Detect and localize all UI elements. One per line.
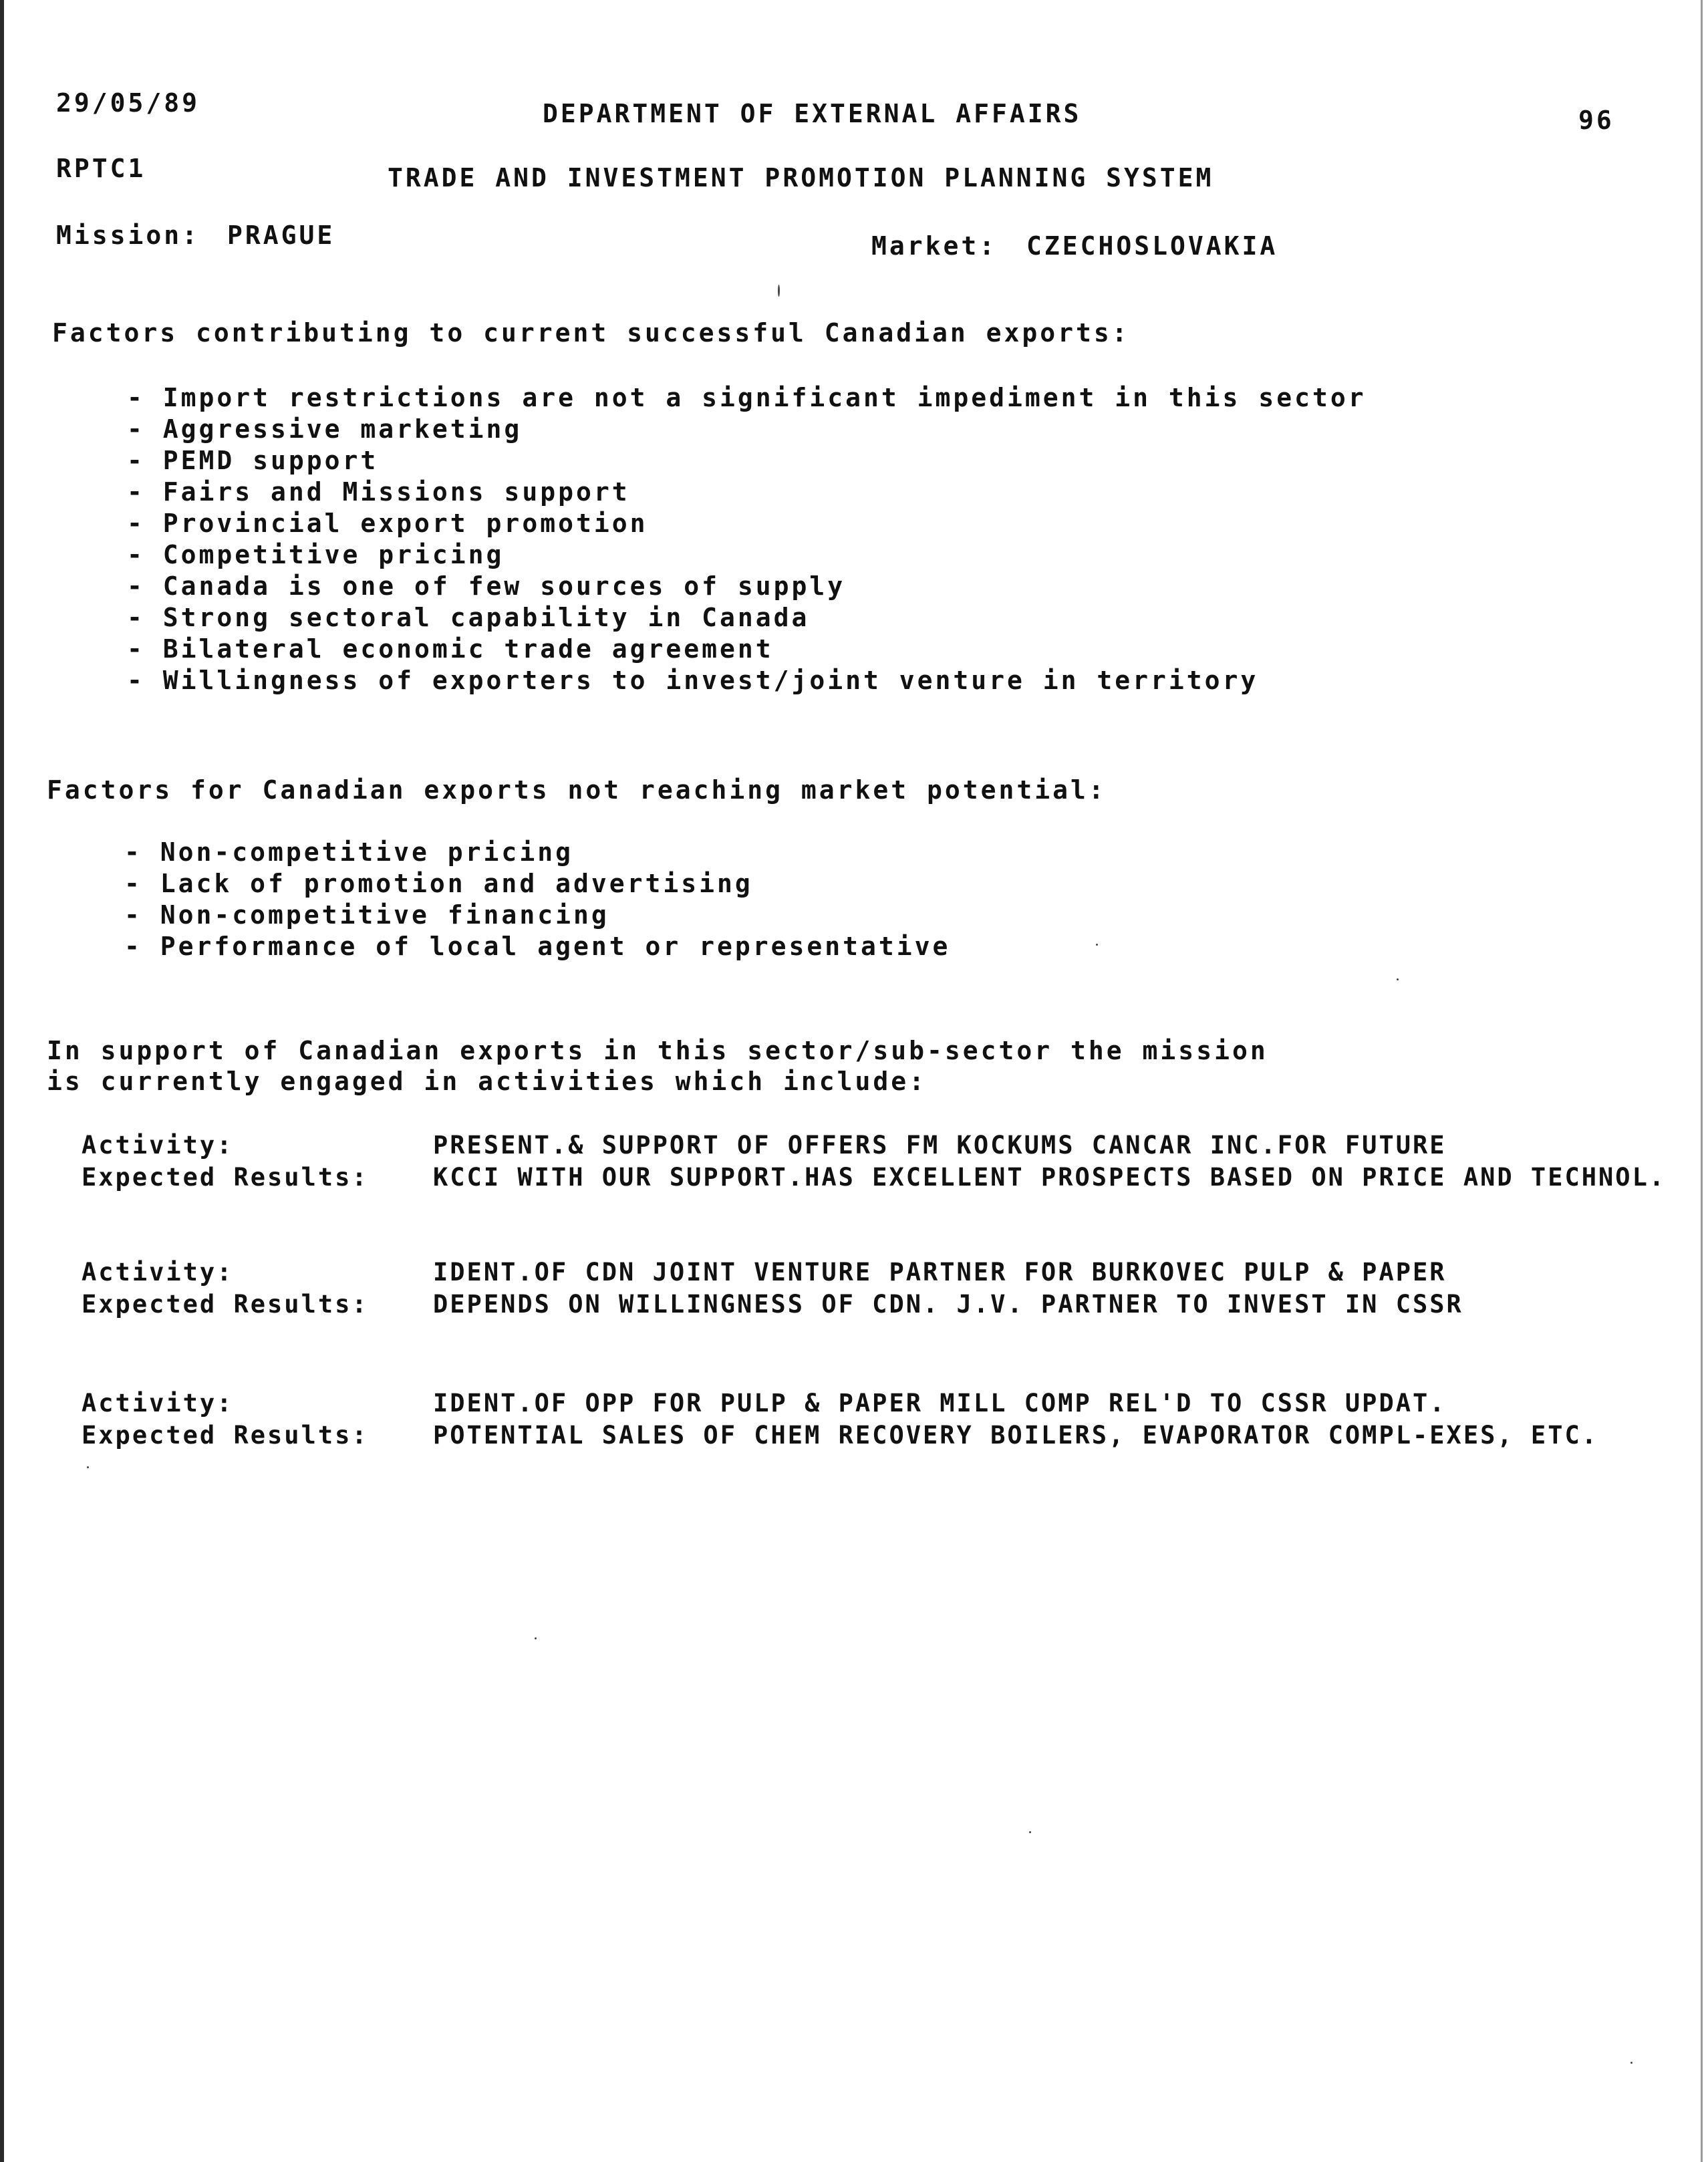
activity-block-2 — [82, 1256, 1703, 1321]
scan-speck — [1029, 1831, 1031, 1833]
list-item: - Bilateral economic trade agreement — [127, 634, 774, 664]
scan-speck — [1397, 978, 1399, 980]
list-item: - Non-competitive financing — [124, 900, 609, 930]
expected-results-label: Expected Results: — [82, 1421, 369, 1450]
page-right-edge — [1701, 0, 1703, 2162]
list-item: - Performance of local agent or representative — [124, 932, 951, 961]
scan-speck — [87, 1466, 89, 1468]
success-factors-heading: Factors contributing to current successful Canadian exports: — [52, 318, 1130, 348]
activity-label: Activity: — [82, 1258, 234, 1287]
activity-label: Activity: — [82, 1389, 234, 1417]
expected-results-label: Expected Results: — [82, 1163, 369, 1192]
activity-block-1 — [82, 1129, 1703, 1194]
page-left-edge — [0, 0, 4, 2162]
expected-results-text: DEPENDS ON WILLINGNESS OF CDN. J.V. PARTNER TO INVEST IN CSSR — [433, 1290, 1463, 1319]
list-item: - Willingness of exporters to invest/joint venture in territory — [127, 666, 1259, 695]
list-item: - Competitive pricing — [127, 540, 505, 569]
expected-results-text: POTENTIAL SALES OF CHEM RECOVERY BOILERS, EVAPORATOR COMPL-EXES, ETC. — [433, 1421, 1599, 1450]
expected-results-text: KCCI WITH OUR SUPPORT.HAS EXCELLENT PROSPECTS BASED ON PRICE AND TECHNOL. — [433, 1163, 1667, 1192]
scan-speck — [778, 285, 780, 297]
list-item: - Strong sectoral capability in Canada — [127, 603, 810, 632]
report-code: RPTC1 — [56, 154, 146, 183]
expected-results-label: Expected Results: — [82, 1290, 369, 1319]
scan-speck — [535, 1637, 537, 1639]
list-item: - Aggressive marketing — [127, 414, 523, 444]
department-title: DEPARTMENT OF EXTERNAL AFFAIRS — [543, 99, 1082, 128]
list-item: - Import restrictions are not a significant impediment in this sector — [127, 383, 1367, 412]
list-item: - Provincial export promotion — [127, 509, 648, 538]
activity-text: IDENT.OF CDN JOINT VENTURE PARTNER FOR BURKOVEC PULP & PAPER — [433, 1258, 1447, 1287]
activity-block-3 — [82, 1387, 1703, 1452]
shortfall-factors-heading: Factors for Canadian exports not reaching market potential: — [47, 775, 1107, 805]
list-item: - Non-competitive pricing — [124, 837, 573, 867]
list-item: - Lack of promotion and advertising — [124, 869, 753, 898]
support-intro-line-1: In support of Canadian exports in this sector/sub-sector the mission — [47, 1036, 1268, 1065]
support-intro-line-2: is currently engaged in activities which include: — [47, 1067, 928, 1096]
scan-speck — [1096, 944, 1098, 946]
list-item: - Fairs and Missions support — [127, 477, 630, 507]
mission-value: PRAGUE — [227, 221, 335, 250]
shortfall-factors-list — [124, 837, 950, 962]
activity-text: PRESENT.& SUPPORT OF OFFERS FM KOCKUMS CANCAR INC.FOR FUTURE — [433, 1131, 1447, 1160]
activity-label: Activity: — [82, 1131, 234, 1160]
success-factors-list — [127, 382, 1367, 696]
report-date: 29/05/89 — [56, 88, 200, 118]
list-item: - Canada is one of few sources of supply — [127, 571, 846, 601]
list-item: - PEMD support — [127, 446, 379, 475]
scan-speck — [1630, 2062, 1632, 2064]
market-value: CZECHOSLOVAKIA — [1026, 231, 1278, 261]
mission-label: Mission: — [56, 221, 200, 250]
page-number: 96 — [1578, 106, 1614, 135]
activity-text: IDENT.OF OPP FOR PULP & PAPER MILL COMP REL'D TO CSSR UPDAT. — [433, 1389, 1447, 1417]
market-label: Market: — [871, 231, 998, 261]
system-title: TRADE AND INVESTMENT PROMOTION PLANNING SYSTEM — [388, 163, 1214, 192]
